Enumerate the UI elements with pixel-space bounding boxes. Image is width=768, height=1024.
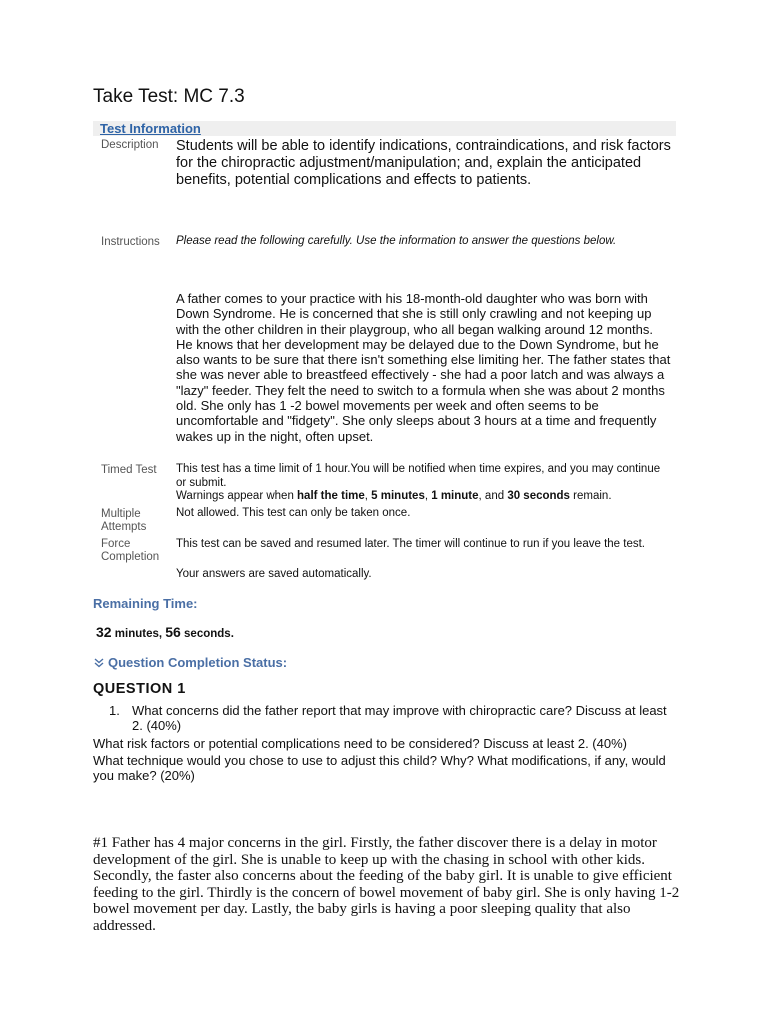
multiple-attempts-label <box>101 508 146 534</box>
warnings-sep: , <box>364 490 372 502</box>
timed-test-text: This test has a time limit of 1 hour.You will be notified when time expires, and you may continue or submit. <box>176 463 661 489</box>
description-label: Description <box>101 139 159 151</box>
force-completion-text: This test can be saved and resumed later. The timer will continue to run if you leave the test. <box>176 538 645 550</box>
warnings-sep: , <box>424 490 432 502</box>
question-number: 1. <box>109 703 120 718</box>
seconds-unit: seconds. <box>180 628 234 640</box>
question-heading: QUESTION 1 <box>93 681 186 697</box>
double-chevron-down-icon <box>93 658 105 668</box>
force-completion-label-line2: Completion <box>101 551 160 563</box>
force-completion-label <box>101 538 159 564</box>
answer-text[interactable]: #1 Father has 4 major concerns in the girl. Firstly, the father discover there is a delay in motor development of the girl. She is unable to keep up with the chasing in school with other kids. Secondly, the faster also concerns about the feeding of the baby girl. It is unable to give efficient feeding to the girl. Thirdly is the concern of bowel movement of baby girl. She is only having 1-2 bowel movement per day. Lastly, the baby girls is having a poor sleeping quality that also addressed. <box>93 835 680 934</box>
question-part-2: What risk factors or potential complications need to be considered? Discuss at least 2. (40%) <box>93 736 627 751</box>
question-completion-status-toggle[interactable] <box>93 655 287 670</box>
autosave-text: Your answers are saved automatically. <box>176 568 372 580</box>
warning-30-seconds: 30 seconds <box>507 490 570 502</box>
page-title: Take Test: MC 7.3 <box>93 86 245 107</box>
multiple-attempts-text: Not allowed. This test can only be taken once. <box>176 507 411 519</box>
question-completion-status-label: Question Completion Status: <box>108 655 288 670</box>
multiple-attempts-label-line1: Multiple <box>101 508 141 520</box>
warning-1-minute: 1 minute <box>431 490 479 502</box>
instructions-text: Please read the following carefully. Use the information to answer the questions below. <box>176 235 617 247</box>
scenario-text: A father comes to your practice with his 18-month-old daughter who was born with Down Syndrome. He is concerned that she is still only crawling and not keeping up with the other children in their playgroup, who all began walking around 12 months. He knows that her development may be delayed due to the Down Syndrome, but he also wants to be sure that there isn't something else limiting her. The father states that she was never able to breastfeed effectively - she had a poor latch and was always a "lazy" feeder. They felt the need to switch to a formula when she was about 2 months old. She only has 1 -2 bowel movements per week and often seems to be uncomfortable and "fidgety". She only sleeps about 3 hours at a time and frequently wakes up in the night, often upset. <box>176 291 671 444</box>
timed-test-label: Timed Test <box>101 464 157 476</box>
warnings-text <box>176 490 671 504</box>
warning-half-time: half the time <box>297 490 365 502</box>
test-information-link[interactable]: Test Information <box>100 121 201 136</box>
multiple-attempts-label-line2: Attempts <box>101 521 147 533</box>
warnings-prefix: Warnings appear when <box>176 490 298 502</box>
warnings-sep: , and <box>478 490 508 502</box>
warnings-suffix: remain. <box>569 490 612 502</box>
question-part-3: What technique would you chose to use to adjust this child? Why? What modifications, if any, would you make? (20%) <box>93 753 666 783</box>
warning-5-minutes: 5 minutes <box>371 490 425 502</box>
remaining-time-value <box>96 624 234 640</box>
minutes-unit: minutes, <box>111 628 166 640</box>
remaining-time-label: Remaining Time: <box>93 596 198 611</box>
question-part-1: What concerns did the father report that may improve with chiropractic care? Discuss at least 2. (40%) <box>132 703 667 733</box>
instructions-label: Instructions <box>101 236 160 248</box>
description-text: Students will be able to identify indications, contraindications, and risk factors for the chiropractic adjustment/manipulation; and, explain the anticipated benefits, potential complications and effects to patients. <box>176 138 671 188</box>
remaining-minutes: 32 <box>96 624 112 640</box>
force-completion-label-line1: Force <box>101 538 131 550</box>
remaining-seconds: 56 <box>165 624 181 640</box>
